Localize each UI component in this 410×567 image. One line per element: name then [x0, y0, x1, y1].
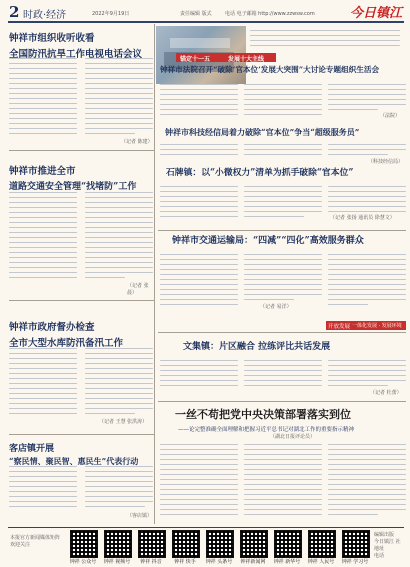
masthead-logo: 今日镇江	[350, 6, 403, 21]
headline-2: 钟祥市科技经信局着力破除“官本位”争当“超级服务员”	[165, 127, 360, 137]
headline-1: 钟祥市法院召开“破除‘官本位’发展大突围”大讨论专题组织生活会	[160, 65, 380, 74]
qr-code[interactable]	[274, 530, 302, 558]
body-1	[160, 84, 406, 124]
left-article-4-body	[9, 466, 154, 524]
info-line: 地址	[374, 546, 385, 552]
qr-label: 钟祥 人民号	[307, 559, 335, 565]
divider	[9, 150, 154, 151]
editor-line: 责任编辑 版式	[180, 11, 212, 17]
qr-code[interactable]	[206, 530, 234, 558]
left-article-1-body	[9, 58, 154, 144]
article-title-line-1: 客店镇开展	[9, 444, 55, 454]
qr-code[interactable]	[172, 530, 200, 558]
headline-4: 钟祥市交通运输局：“四减”“四化”高效服务群众	[172, 236, 364, 246]
qr-code[interactable]	[104, 530, 132, 558]
main-sub: ——论完整准确全面理解和把握习近平总书记对湖北工作的重要指示精神	[178, 427, 355, 433]
bottom-left-text: 本报官方新闻媒体矩阵 欢迎关注	[10, 535, 61, 548]
qr-label: 钟祥新闻网	[240, 559, 266, 565]
banner-left: 锚定十一五	[180, 56, 211, 63]
info-line: 编辑出版	[374, 532, 395, 538]
qr-label: 钟祥 学习号	[341, 559, 369, 565]
left-article-4	[9, 441, 154, 467]
qr-label: 钟祥 视频号	[103, 559, 131, 565]
qr-label: 钟祥 新华号	[273, 559, 301, 565]
qr-row	[70, 530, 370, 566]
body-5	[160, 360, 406, 400]
main-source: （湖北日报评论员）	[270, 434, 316, 440]
header-rule	[8, 21, 404, 23]
qr-code[interactable]	[308, 530, 336, 558]
article-footer: （记者 张晨）	[127, 283, 149, 296]
body-3	[160, 186, 406, 226]
divider	[158, 401, 406, 402]
left-article-1	[9, 30, 154, 60]
article-title-line-1: 钟祥市组织收听收看	[9, 33, 95, 44]
article-footer: （记者 王慧 张洪涛）	[99, 419, 148, 425]
footer-5: （记者 杜蕾）	[370, 390, 402, 396]
qr-code[interactable]	[342, 530, 370, 558]
bottom-rule	[8, 527, 404, 528]
left-article-3-body	[9, 348, 154, 428]
qr-label: 钟祥 快手	[174, 559, 196, 565]
footer-1: （法院）	[380, 113, 401, 119]
divider	[158, 332, 406, 333]
banner	[176, 53, 276, 62]
qr-code[interactable]	[138, 530, 166, 558]
article-title-line-2: 全国防汛抗旱工作电视电话会议	[9, 49, 143, 60]
headline-3: 石牌镇：以“小微权力”清单为抓手破除“官本位”	[166, 168, 354, 178]
footer-4: （记者 易洋）	[260, 304, 292, 310]
article-title-line-1: 钟祥市推进全市	[9, 166, 76, 177]
date-line: 2022年9月19日	[92, 11, 130, 17]
banner-right: 发展十大主线	[228, 56, 265, 63]
qr-label: 钟祥 抖音	[140, 559, 162, 565]
left-article-2-body	[9, 192, 154, 296]
qr-code[interactable]	[240, 530, 268, 558]
qr-label: 钟祥 头条号	[205, 559, 233, 565]
page-number: 2	[9, 3, 20, 21]
headline-5: 文集镇：片区融合 拉练评比共话发展	[183, 342, 331, 352]
promo-bar	[326, 321, 406, 330]
section-label: 时政·经济	[23, 10, 67, 21]
info-line: 今日镇江 社	[374, 539, 401, 545]
email-line: 电话 电子邮箱 http://www.zzwsw.com	[225, 11, 315, 17]
divider	[9, 434, 154, 435]
footer-2: （科技经信局）	[368, 159, 404, 165]
left-article-2	[9, 163, 154, 192]
body-4	[160, 254, 406, 318]
info-line: 电话	[374, 553, 385, 559]
divider	[9, 300, 154, 301]
promo-right: 一体化发展 · 发展环境	[352, 323, 402, 329]
column-divider	[154, 24, 155, 524]
body-2	[160, 144, 406, 166]
main-headline: 一丝不苟把党中央决策部署落实到位	[175, 408, 351, 421]
footer-3: （记者 张扬 通讯员 徐慧文）	[330, 215, 395, 221]
divider	[158, 230, 406, 231]
qr-code[interactable]	[70, 530, 98, 558]
promo-left: 开放发展	[328, 324, 351, 330]
header-bar	[0, 0, 410, 22]
article-title-line-2: 全市大型水库防汛备汛工作	[9, 338, 124, 349]
bottom-right-info	[374, 531, 408, 559]
article-title-line-2: 道路交通安全管理“找堵防”工作	[9, 182, 137, 192]
photo-2	[246, 26, 406, 54]
article-footer: （客店镇）	[127, 513, 153, 519]
left-article-3	[9, 319, 154, 349]
article-title-line-1: 钟祥市政府督办检查	[9, 322, 95, 333]
article-footer: （记者 陈建）	[121, 139, 153, 145]
main-body	[160, 444, 406, 524]
article-title-line-2: “察民情、聚民智、惠民生”代表行动	[9, 456, 139, 466]
qr-label: 钟祥 公众号	[69, 559, 97, 565]
